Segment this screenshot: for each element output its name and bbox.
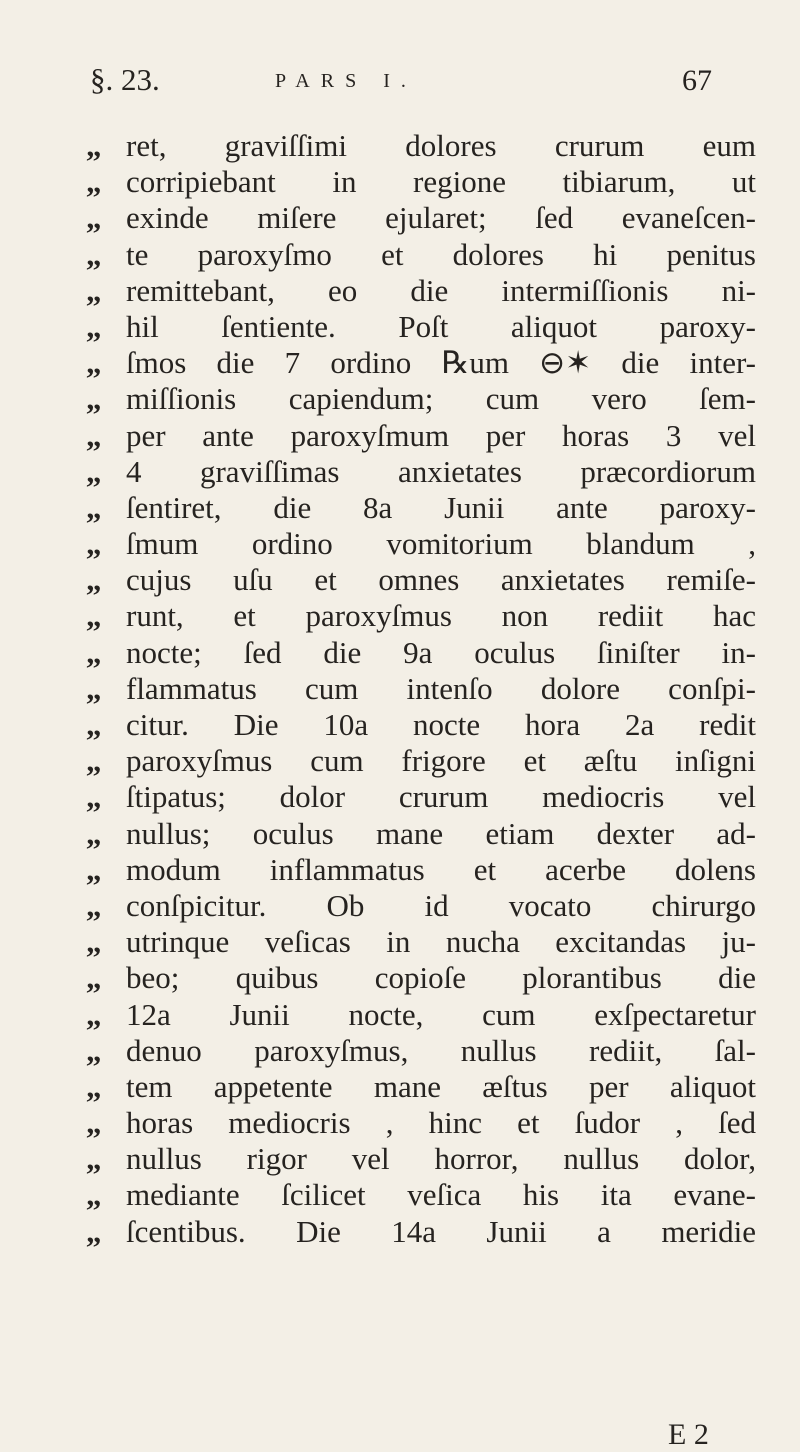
text-line bbox=[86, 526, 756, 562]
text-line bbox=[86, 997, 756, 1033]
text-line bbox=[86, 960, 756, 996]
text-line bbox=[86, 707, 756, 743]
quote-mark: „ bbox=[86, 743, 102, 779]
quote-mark: „ bbox=[86, 1105, 102, 1141]
quote-mark: „ bbox=[86, 453, 102, 489]
quote-mark: „ bbox=[86, 562, 102, 598]
line-text: corripiebant in regione tibiarum, ut bbox=[126, 164, 756, 200]
quote-mark: „ bbox=[86, 345, 102, 381]
line-text: 4 graviſſimas anxietates præcordiorum bbox=[126, 453, 756, 489]
text-line bbox=[86, 309, 756, 345]
line-text: paroxyſmus cum frigore et æſtu inſigni bbox=[126, 743, 756, 779]
line-text: flammatus cum intenſo dolore conſpi- bbox=[126, 670, 756, 706]
text-line bbox=[86, 816, 756, 852]
quote-mark: „ bbox=[86, 200, 102, 236]
quote-mark: „ bbox=[86, 887, 102, 923]
body-text bbox=[86, 128, 756, 1250]
quote-mark: „ bbox=[86, 489, 102, 525]
text-line bbox=[86, 671, 756, 707]
text-line bbox=[86, 1177, 756, 1213]
quote-mark: „ bbox=[86, 707, 102, 742]
quote-mark: „ bbox=[86, 381, 102, 417]
text-line bbox=[86, 237, 756, 273]
line-text: ſtipatus; dolor crurum mediocris vel bbox=[126, 779, 756, 815]
quote-mark: „ bbox=[86, 779, 102, 815]
text-line bbox=[86, 924, 756, 960]
line-text: ſmum ordino vomitorium blandum , bbox=[126, 526, 756, 562]
line-text: mediante ſcilicet veſica his ita evane- bbox=[126, 1177, 756, 1213]
line-text: miſſionis capiendum; cum vero ſem- bbox=[126, 381, 756, 417]
text-line bbox=[86, 490, 756, 526]
line-text: cujus uſu et omnes anxietates remiſe- bbox=[126, 562, 756, 598]
quote-mark: „ bbox=[86, 960, 102, 996]
line-text: ret, graviſſimi dolores crurum eum bbox=[126, 128, 756, 163]
line-text: utrinque veſicas in nucha excitandas ju- bbox=[126, 924, 756, 960]
quote-mark: „ bbox=[86, 851, 102, 887]
quote-mark: „ bbox=[86, 815, 102, 851]
quote-mark: „ bbox=[86, 598, 102, 634]
text-line bbox=[86, 779, 756, 815]
line-text: exinde miſere ejularet; ſed evaneſcen- bbox=[126, 200, 756, 236]
quote-mark: „ bbox=[86, 1068, 102, 1104]
text-line bbox=[86, 418, 756, 454]
line-text: te paroxyſmo et dolores hi penitus bbox=[126, 236, 756, 272]
line-text: nullus; oculus mane etiam dexter ad- bbox=[126, 815, 756, 851]
line-text: 12a Junii nocte, cum exſpectaretur bbox=[126, 996, 756, 1032]
quote-mark: „ bbox=[86, 670, 102, 706]
text-line bbox=[86, 164, 756, 200]
line-text: runt, et paroxyſmus non rediit hac bbox=[126, 598, 756, 634]
quote-mark: „ bbox=[86, 1177, 102, 1213]
text-line bbox=[86, 200, 756, 236]
line-text: per ante paroxyſmum per horas 3 vel bbox=[126, 417, 756, 453]
text-line bbox=[86, 1033, 756, 1069]
line-text: ſentiret, die 8a Junii ante paroxy- bbox=[126, 489, 756, 525]
line-text: denuo paroxyſmus, nullus rediit, ſal- bbox=[126, 1032, 756, 1068]
line-text: citur. Die 10a nocte hora 2a redit bbox=[126, 707, 756, 742]
quote-mark: „ bbox=[86, 1032, 102, 1068]
text-line bbox=[86, 345, 756, 381]
quote-mark: „ bbox=[86, 272, 102, 308]
text-line bbox=[86, 381, 756, 417]
text-line bbox=[86, 273, 756, 309]
quote-mark: „ bbox=[86, 128, 102, 163]
line-text: tem appetente mane æſtus per aliquot bbox=[126, 1068, 756, 1104]
text-line bbox=[86, 598, 756, 634]
quote-mark: „ bbox=[86, 634, 102, 670]
part-title: PARS I. bbox=[275, 70, 417, 92]
line-text: hil ſentiente. Poſt aliquot paroxy- bbox=[126, 308, 756, 344]
text-line bbox=[86, 888, 756, 924]
line-text: beo; quibus copioſe plorantibus die bbox=[126, 960, 756, 996]
text-line bbox=[86, 454, 756, 490]
text-line bbox=[86, 1214, 756, 1250]
text-line bbox=[86, 635, 756, 671]
quote-mark: „ bbox=[86, 164, 102, 200]
running-header bbox=[0, 62, 800, 102]
quote-mark: „ bbox=[86, 308, 102, 344]
quote-mark: „ bbox=[86, 996, 102, 1032]
text-line bbox=[86, 1069, 756, 1105]
line-text: ſcentibus. Die 14a Junii a meridie bbox=[126, 1213, 756, 1249]
text-line bbox=[86, 852, 756, 888]
line-text: horas mediocris , hinc et ſudor , ſed bbox=[126, 1105, 756, 1141]
text-line bbox=[86, 743, 756, 779]
line-text: modum inflammatus et acerbe dolens bbox=[126, 851, 756, 887]
text-line bbox=[86, 562, 756, 598]
line-text: conſpicitur. Ob id vocato chirurgo bbox=[126, 887, 756, 923]
quote-mark: „ bbox=[86, 236, 102, 272]
quote-mark: „ bbox=[86, 924, 102, 960]
line-text: nullus rigor vel horror, nullus dolor, bbox=[126, 1141, 756, 1177]
quote-mark: „ bbox=[86, 1213, 102, 1249]
signature-mark: E 2 bbox=[668, 1418, 709, 1451]
line-text: remittebant, eo die intermiſſionis ni- bbox=[126, 272, 756, 308]
quote-mark: „ bbox=[86, 526, 102, 562]
line-text: nocte; ſed die 9a oculus ſiniſter in- bbox=[126, 634, 756, 670]
section-number: §. 23. bbox=[90, 62, 160, 97]
text-line bbox=[86, 128, 756, 164]
text-line bbox=[86, 1105, 756, 1141]
quote-mark: „ bbox=[86, 417, 102, 453]
page-number: 67 bbox=[682, 64, 712, 97]
text-line bbox=[86, 1141, 756, 1177]
quote-mark: „ bbox=[86, 1141, 102, 1177]
line-text: ſmos die 7 ordino ℞um ⊖✶ die inter- bbox=[126, 345, 756, 381]
